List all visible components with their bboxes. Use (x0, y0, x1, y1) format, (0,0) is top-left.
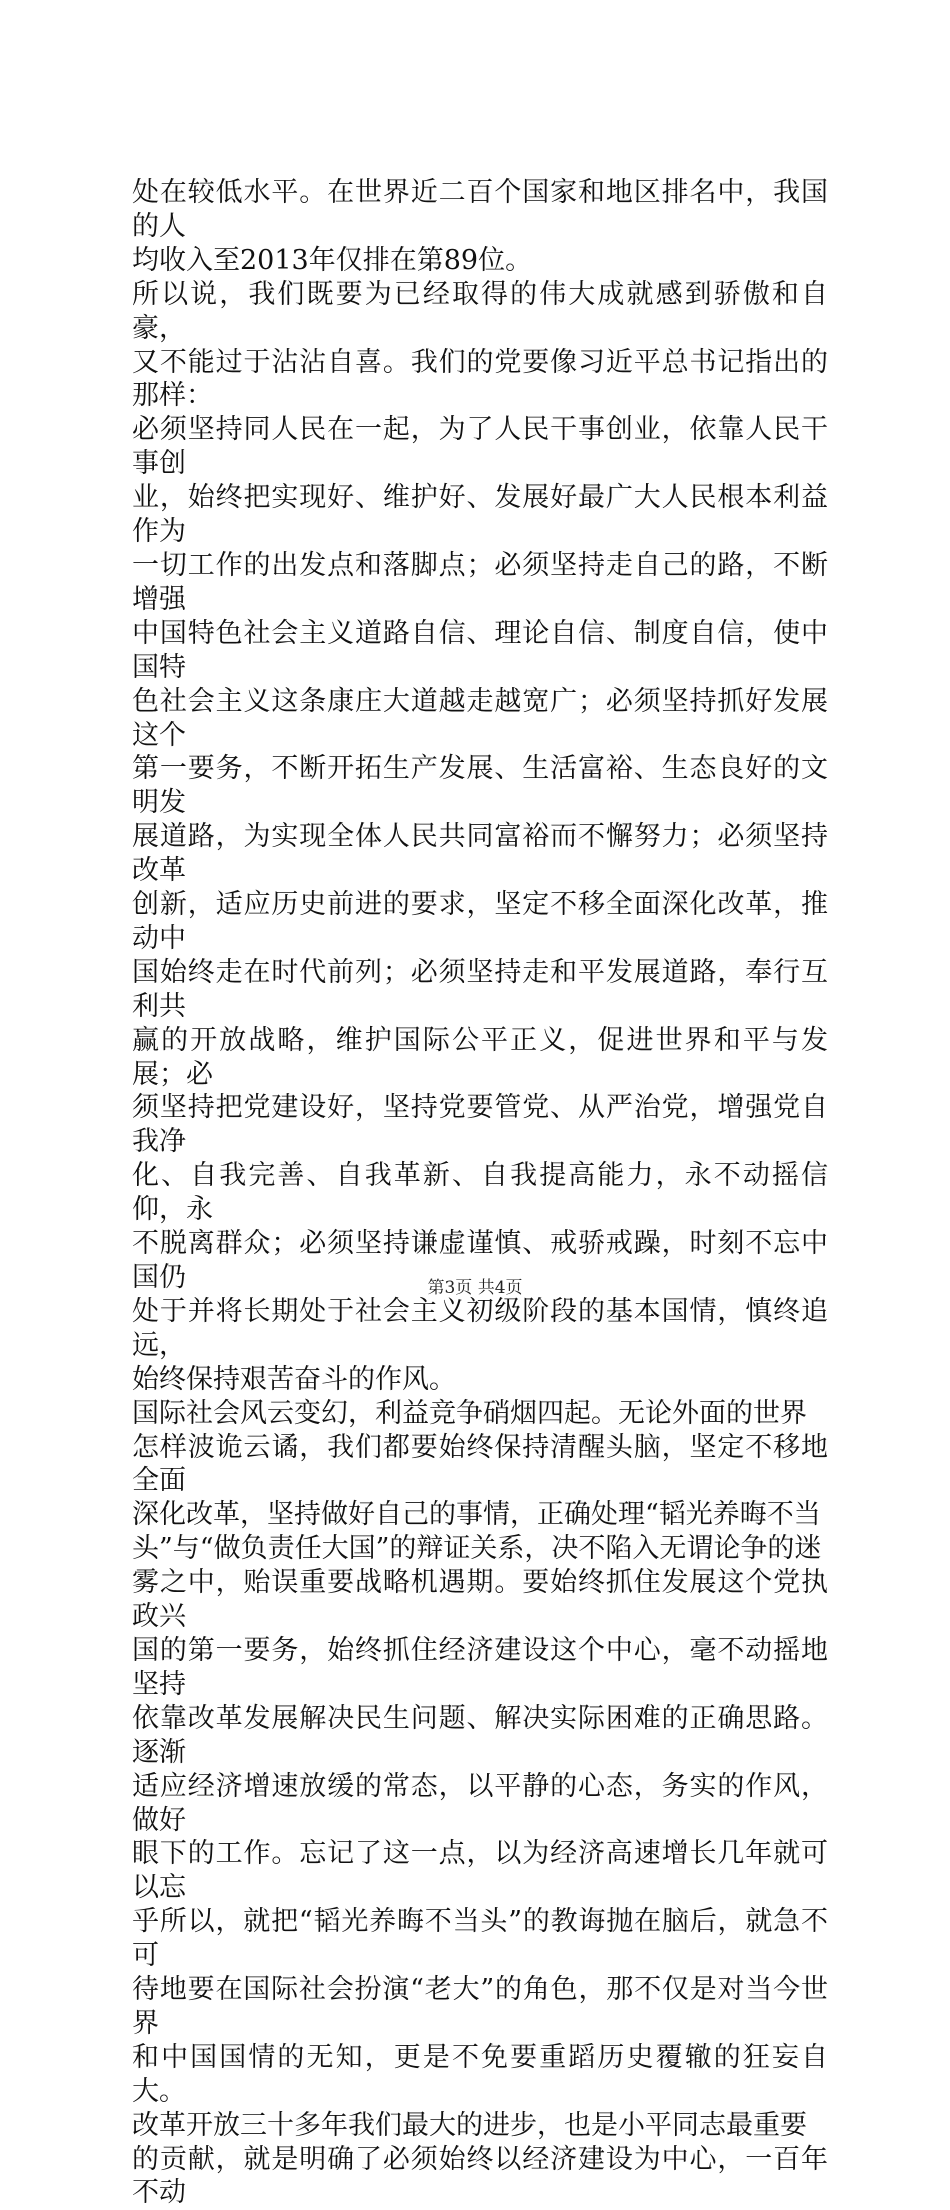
paragraph-1: 处在较低水平。在世界近二百个国家和地区排名中，我国的人 均收入至2013年仅排在第89位。 (132, 177, 828, 276)
document-body (132, 176, 828, 2210)
paragraph-3: 国际社会风云变幻，利益竞争硝烟四起。无论外面的世界 怎样波诡云谲，我们都要始终保持清醒头脑，坚定不移地全面 深化改革，坚持做好自己的事情，正确处理“韬光养晦不当 头”与“做负责任大国”的辩证关系，决不陷入无谓论争的迷 雾之中，贻误重要战略机遇期。要始终抓住发展这个党执政兴 国的第一要务，始终抓住经济建设这个中心，毫不动摇地坚持 依靠改革发展解决民生问题、解决实际困难的正确思路。逐渐 适应经济增速放缓的常态，以平静的心态，务实的作风，做好 眼下的工作。忘记了这一点，以为经济高速增长几年就可以忘 乎所以，就把“韬光养晦不当头”的教诲抛在脑后，就急不可 待地要在国际社会扮演“老大”的角色，那不仅是对当今世界 和中国国情的无知，更是不免要重蹈历史覆辙的狂妄自大。 (132, 1397, 828, 2107)
paragraph-2: 所以说，我们既要为已经取得的伟大成就感到骄傲和自豪， 又不能过于沾沾自喜。我们的党要像习近平总书记指出的那样： 必须坚持同人民在一起，为了人民干事创业，依靠人民干事创 业，始终把实现好、维护好、发展好最广大人民根本利益作为 一切工作的出发点和落脚点；必须坚持走自己的路，不断增强 中国特色社会主义道路自信、理论自信、制度自信，使中国特 色社会主义这条康庄大道越走越宽广；必须坚持抓好发展这个 第一要务，不断开拓生产发展、生活富裕、生态良好的文明发 展道路，为实现全体人民共同富裕而不懈努力；必须坚持改革 创新，适应历史前进的要求，坚定不移全面深化改革，推动中 国始终走在时代前列；必须坚持走和平发展道路，奉行互利共 赢的开放战略，维护国际公平正义，促进世界和平与发展；必 须坚持把党建设好，坚持党要管党、从严治党，增强党自我净 化、自我完善、自我革新、自我提高能力，永不动摇信仰，永 不脱离群众；必须坚持谦虚谨慎、戒骄戒躁，时刻不忘中国仍 处于并将长期处于社会主义初级阶段的基本国情，慎终追远， 始终保持艰苦奋斗的作风。 (132, 278, 828, 1395)
paragraph-4: 改革开放三十多年我们最大的进步，也是小平同志最重要 的贡献，就是明确了必须始终以经济建设为中心，一百年不动 (132, 2109, 828, 2209)
page-number-footer: 第3页 共4页 (427, 1278, 523, 1298)
